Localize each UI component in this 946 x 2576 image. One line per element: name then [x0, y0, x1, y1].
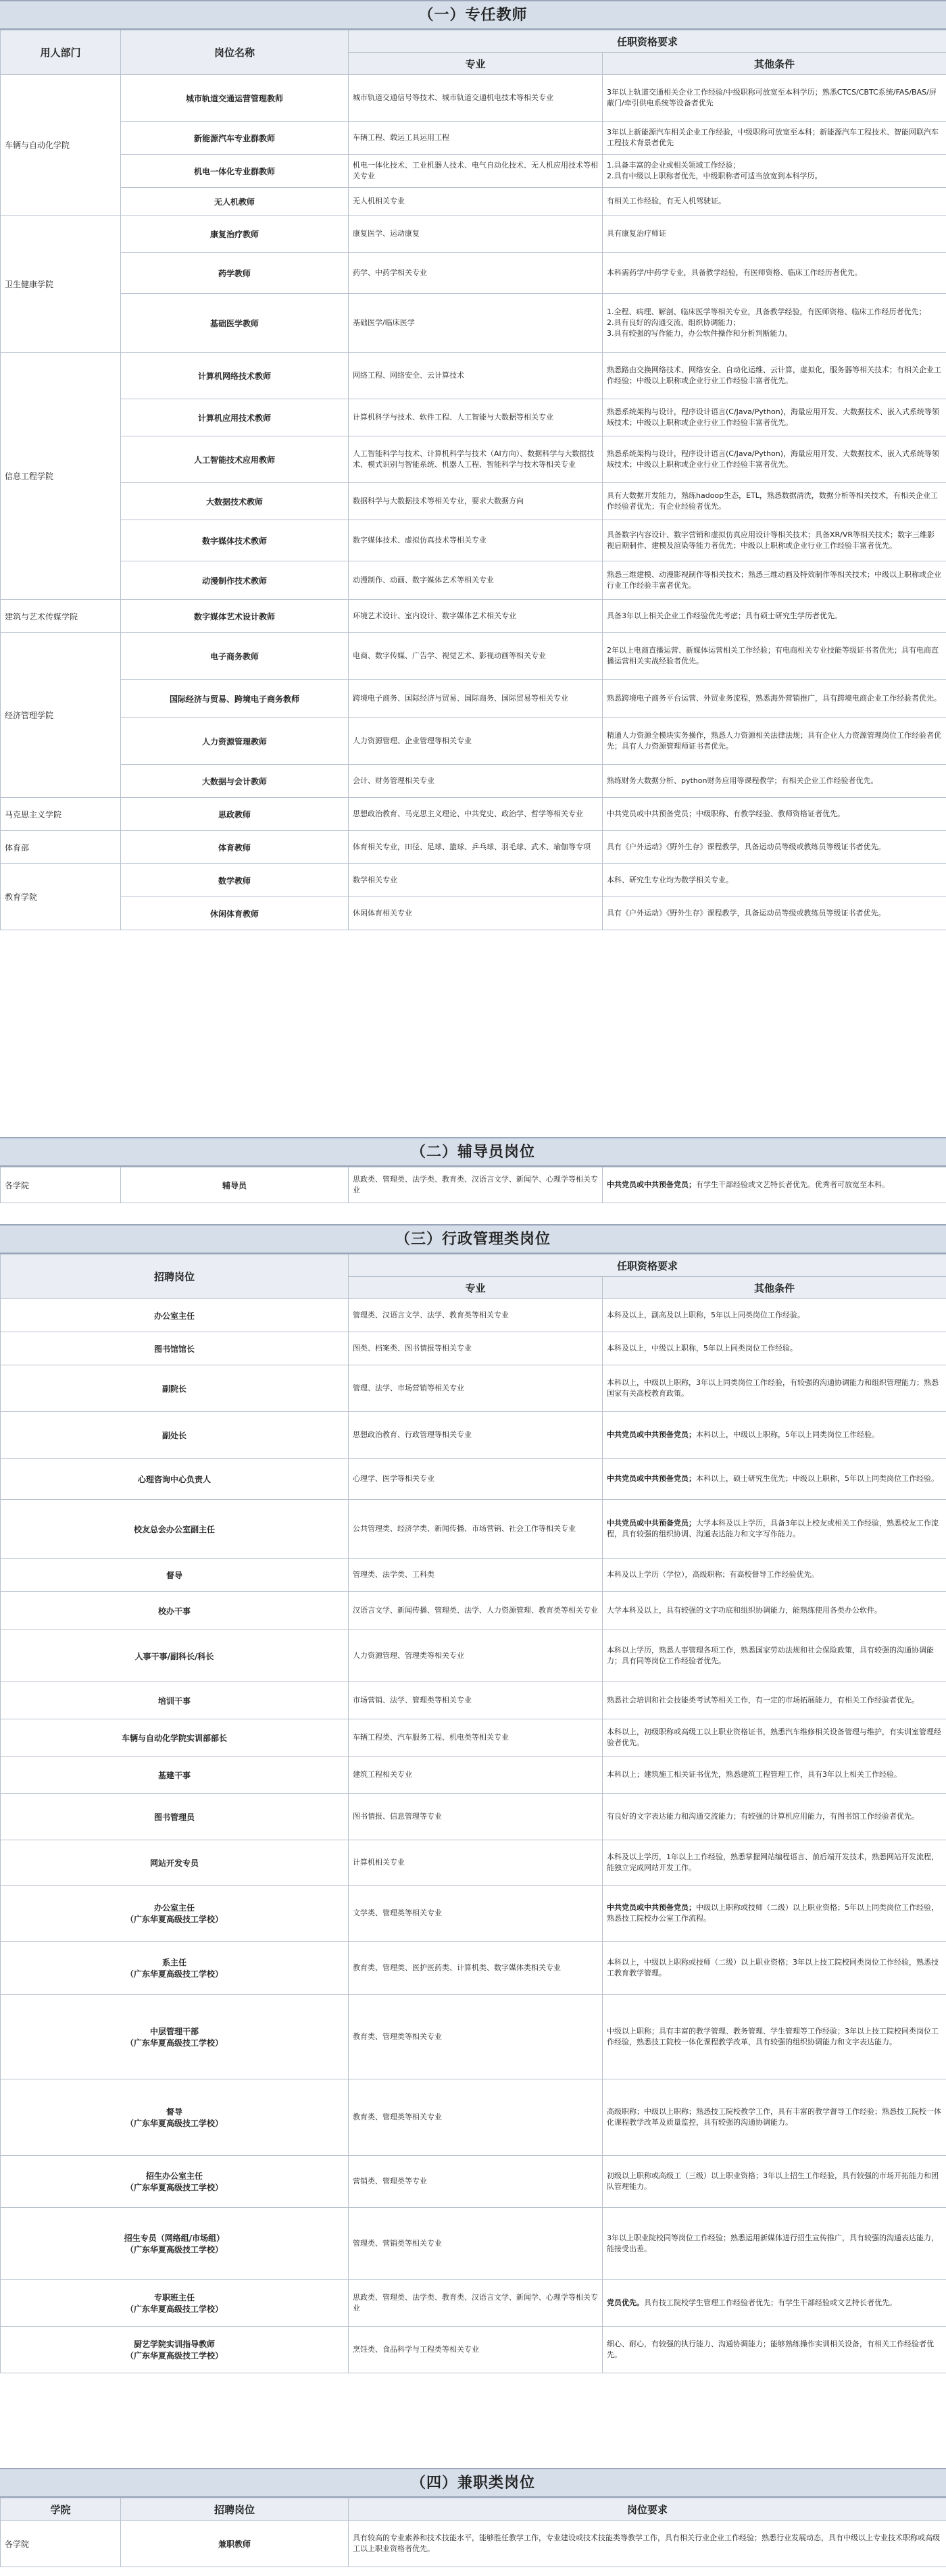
condition-text: 本科及以上学历，1年以上工作经验，熟悉掌握网站编程语言、前后端开发技术，熟悉网站开发流程，能独立完成网站开发工作。	[607, 1852, 939, 1872]
major-cell: 计算机相关专业	[349, 1840, 603, 1886]
condition-cell	[603, 1794, 946, 1840]
major-cell: 思想政治教育、马克思主义理论、中共党史、政治学、哲学等相关专业	[349, 798, 603, 831]
condition-cell: 2年以上电商直播运营、新媒体运营相关工作经验；有电商相关专业技能等级证书者优先；具有电商直播运营相关实战经验者优先。	[603, 633, 946, 680]
position-cell: 办公室主任 （广东华夏高级技工学校）	[1, 1886, 349, 1942]
condition-cell: 3年以上轨道交通相关企业工作经验/中级职称可放宽至本科学历；熟悉CTCS/CBTC系统/FAS/BAS/屏蔽门/牵引供电系统等设备者优先	[603, 75, 946, 122]
header-position: 招聘岗位	[121, 2498, 349, 2521]
condition-cell: 熟悉跨境电子商务平台运营、外贸业务流程，熟悉海外营销推广，具有跨境电商企业工作经验者优先。	[603, 680, 946, 718]
position-cell: 国际经济与贸易、跨境电子商务教师	[121, 680, 349, 718]
teacher-table	[0, 30, 946, 930]
section-title: （二）辅导员岗位	[0, 1137, 946, 1167]
table-row	[1, 1757, 946, 1794]
position-cell: 动漫制作技术教师	[121, 561, 349, 600]
table-row	[1, 1500, 946, 1559]
condition-cell: 有相关工作经验，有无人机驾驶证。	[603, 188, 946, 216]
dept-cell: 各学院	[1, 2521, 121, 2567]
major-cell: 教育类、管理类等相关专业	[349, 1995, 603, 2079]
major-cell: 药学、中药学相关专业	[349, 253, 603, 294]
major-cell: 思政类、管理类、法学类、教育类、汉语言文学、新闻学、心理学等相关专业	[349, 2280, 603, 2327]
table-row	[1, 2280, 946, 2327]
major-cell: 网络工程、网络安全、云计算技术	[349, 353, 603, 399]
table-row	[1, 155, 946, 188]
header-dept: 学院	[1, 2498, 121, 2521]
position-cell: 图书管理员	[1, 1794, 349, 1840]
table-row	[1, 864, 946, 897]
condition-cell: 具备3年以上相关企业工作经验优先考虑；具有硕士研究生学历者优先。	[603, 600, 946, 633]
condition-cell	[603, 1719, 946, 1757]
header-dept: 用人部门	[1, 30, 121, 75]
dept-cell: 各学院	[1, 1167, 121, 1203]
table-row	[1, 1886, 946, 1942]
condition-text: 高级职称；中级以上职称；熟悉技工院校教学工作，具有丰富的教学督导工作经验；熟悉技工院校一体化课程教学改革及质量监控，具有较强的沟通协调能力。	[607, 2107, 941, 2127]
condition-emphasis: 中共党员或中共预备党员；	[607, 1519, 696, 1527]
position-cell: 招生办公室主任 （广东华夏高级技工学校）	[1, 2156, 349, 2208]
table-row	[1, 1412, 946, 1459]
major-cell: 会计、财务管理相关专业	[349, 765, 603, 798]
section-title: （三）行政管理类岗位	[0, 1224, 946, 1254]
section-title: （一）专任教师	[0, 0, 946, 30]
condition-cell	[603, 1365, 946, 1412]
condition-emphasis: 党员优先。	[607, 2298, 644, 2307]
condition-text: 细心、耐心，有较强的执行能力、沟通协调能力；能够熟练操作实训相关设备，有相关工作经验者优先。	[607, 2340, 934, 2359]
condition-cell: 本科需药学/中药学专业，具备教学经验，有医师资格、临床工作经历者优先。	[603, 253, 946, 294]
table-row	[1, 353, 946, 399]
condition-cell: 具备数字内容设计、数字营销和虚拟仿真应用设计等相关技术；具备XR/VR等相关技术；数字三维影视后期制作、建模及渲染等能力者优先；中级以上职称或企业行业工作经验丰富者优先。	[603, 520, 946, 561]
dept-cell: 体育部	[1, 831, 121, 864]
major-cell: 数据科学与大数据技术等相关专业，要求大数据方向	[349, 483, 603, 520]
condition-cell	[603, 1299, 946, 1332]
table-row	[1, 294, 946, 353]
major-cell: 图类、档案类、图书情报等相关专业	[349, 1332, 603, 1365]
condition-cell: 熟悉系统架构与设计，程序设计语言(C/Java/Python)，海量应用开发、大数据技术、嵌入式系统等领域技术；中级以上职称或企业行业工作经验丰富者优先。	[603, 436, 946, 483]
condition-cell: 1.全程、病理、解剖、临床医学等相关专业，具备教学经验，有医师资格、临床工作经历者优先； 2.具有良好的沟通交流、组织协调能力； 3.具有较强的写作能力，办公软件操作和分析判断能力。	[603, 294, 946, 353]
section-parttime	[0, 2468, 946, 2567]
position-cell: 基础医学教师	[121, 294, 349, 353]
table-row	[1, 188, 946, 216]
condition-text: 有学生干部经验或文艺特长者优先。优秀者可放宽至本科。	[696, 1180, 889, 1189]
position-cell: 计算机应用技术教师	[121, 399, 349, 436]
condition-cell: 本科、研究生专业均为数学相关专业。	[603, 864, 946, 897]
condition-cell	[603, 2280, 946, 2327]
table-row	[1, 1630, 946, 1682]
major-cell: 电商、数字传媒、广告学、视觉艺术、影视动画等相关专业	[349, 633, 603, 680]
major-cell: 汉语言文学、新闻传播、管理类、法学、人力资源管理、教育类等相关专业	[349, 1592, 603, 1630]
position-cell: 车辆与自动化学院实训部部长	[1, 1719, 349, 1757]
dept-cell: 马克思主义学院	[1, 798, 121, 831]
condition-cell	[603, 1332, 946, 1365]
section-admin	[0, 1224, 946, 2373]
major-cell: 城市轨道交通信号等技术、城市轨道交通机电技术等相关专业	[349, 75, 603, 122]
condition-cell	[603, 2208, 946, 2280]
condition-cell	[603, 2327, 946, 2373]
position-cell: 人力资源管理教师	[121, 718, 349, 765]
table-row	[1, 1459, 946, 1500]
position-cell: 基建干事	[1, 1757, 349, 1794]
position-cell: 人工智能技术应用教师	[121, 436, 349, 483]
condition-text: 大学本科及以上学历，具备3年以上校友或相关工作经验，熟悉校友工作流程，具有较强的组织协调、沟通表达能力和文字写作能力。	[607, 1519, 939, 1538]
condition-text: 本科以上，中级以上职称，5年以上同类岗位工作经验。	[696, 1430, 879, 1439]
condition-cell	[603, 1592, 946, 1630]
condition-cell: 中共党员或中共预备党员；中级职称、有教学经验、教师资格证者优先。	[603, 798, 946, 831]
condition-text: 3年以上职业院校同等岗位工作经验；熟悉运用新媒体进行招生宣传推广，具有较强的沟通表达能力，能接受出差。	[607, 2233, 939, 2253]
table-row	[1, 1332, 946, 1365]
table-row	[1, 561, 946, 600]
header-other: 其他条件	[603, 53, 946, 75]
major-cell: 人力资源管理、管理类等相关专业	[349, 1630, 603, 1682]
major-cell: 跨境电子商务、国际经济与贸易、国际商务、国际贸易等相关专业	[349, 680, 603, 718]
major-cell: 人工智能科学与技术、计算机科学与技术（AI方向）、数据科学与大数据技术、模式识别与智能系统、机器人工程、智能科学与技术等相关专业	[349, 436, 603, 483]
condition-text: 本科以上，初级职称或高级工以上职业资格证书，熟悉汽车维修相关设备管理与维护，有实训室管理经验者优先。	[607, 1727, 941, 1747]
condition-cell: 具有《户外运动》《野外生存》课程教学，具备运动员等级或教练员等级证书者优先。	[603, 831, 946, 864]
major-cell: 心理学、医学等相关专业	[349, 1459, 603, 1500]
condition-text: 本科以上学历，熟悉人事管理各项工作，熟悉国家劳动法规和社会保险政策，具有较强的沟通协调能力；具有同等岗位工作经验者优先。	[607, 1646, 934, 1665]
condition-text: 熟悉社会培训和社会技能类考试等相关工作，有一定的市场拓展能力，有相关工作经验者优先。	[607, 1696, 919, 1704]
condition-cell	[603, 1886, 946, 1942]
condition-text: 本科及以上，中级以上职称，5年以上同类岗位工作经验。	[607, 1344, 797, 1353]
major-cell: 计算机科学与技术、软件工程、人工智能与大数据等相关专业	[349, 399, 603, 436]
major-cell: 无人机相关专业	[349, 188, 603, 216]
counselor-table	[0, 1167, 946, 1203]
major-cell: 公共管理类、经济学类、新闻传播、市场营销、社会工作等相关专业	[349, 1500, 603, 1559]
section-counselors	[0, 1137, 946, 1203]
position-cell: 心理咨询中心负责人	[1, 1459, 349, 1500]
major-cell: 烹饪类、食品科学与工程类等相关专业	[349, 2327, 603, 2373]
major-cell: 营销类、管理类等专业	[349, 2156, 603, 2208]
position-cell: 数学教师	[121, 864, 349, 897]
major-cell: 车辆工程类、汽车服务工程、机电类等相关专业	[349, 1719, 603, 1757]
position-cell: 药学教师	[121, 253, 349, 294]
position-cell: 副处长	[1, 1412, 349, 1459]
position-cell: 网站开发专员	[1, 1840, 349, 1886]
table-row	[1, 718, 946, 765]
position-cell: 专职班主任 （广东华夏高级技工学校）	[1, 2280, 349, 2327]
condition-cell: 1.具备丰富的企业或相关领域工作经验； 2.具有中级以上职称者优先，中级职称者可适当放宽到本科学历。	[603, 155, 946, 188]
major-cell: 车辆工程、载运工具运用工程	[349, 122, 603, 155]
condition-cell: 熟悉三维建模、动漫影视制作等相关技术；熟悉三维动画及特效制作等相关技术；中级以上职称或企业行业工作经验丰富者优先。	[603, 561, 946, 600]
table-row	[1, 1592, 946, 1630]
table-row	[1, 1840, 946, 1886]
dept-cell: 教育学院	[1, 864, 121, 930]
table-row	[1, 1299, 946, 1332]
table-row	[1, 483, 946, 520]
condition-cell	[603, 1412, 946, 1459]
position-cell: 副院长	[1, 1365, 349, 1412]
table-row	[1, 253, 946, 294]
major-cell: 文学类、管理类等相关专业	[349, 1886, 603, 1942]
major-cell: 教育类、管理类等相关专业	[349, 2079, 603, 2156]
condition-cell	[603, 2156, 946, 2208]
condition-text: 具有技工院校学生管理工作经验者优先；有学生干部经验或文艺特长者优先。	[644, 2298, 897, 2307]
header-major: 专业	[349, 53, 603, 75]
position-cell: 电子商务教师	[121, 633, 349, 680]
condition-text: 中级以上职称或技师（二级）以上职业资格；5年以上同类岗位工作经验，熟悉技工院校办公室工作流程。	[607, 1903, 939, 1923]
major-cell: 管理类、法学类、工科类	[349, 1559, 603, 1592]
position-cell: 中层管理干部 （广东华夏高级技工学校）	[1, 1995, 349, 2079]
condition-text: 本科及以上，副高及以上职称，5年以上同类岗位工作经验。	[607, 1311, 805, 1319]
position-cell: 休闲体育教师	[121, 897, 349, 930]
condition-text: 本科以上；建筑施工相关证书优先，熟悉建筑工程管理工作，具有3年以上相关工作经验。	[607, 1770, 901, 1779]
section-title: （四）兼职类岗位	[0, 2468, 946, 2498]
major-cell: 环境艺术设计、室内设计、数字媒体艺术相关专业	[349, 600, 603, 633]
position-cell: 机电一体化专业群教师	[121, 155, 349, 188]
major-cell: 机电一体化技术、工业机器人技术、电气自动化技术、无人机应用技术等相关专业	[349, 155, 603, 188]
position-cell: 图书馆馆长	[1, 1332, 349, 1365]
header-major: 专业	[349, 1277, 603, 1299]
position-cell: 数字媒体艺术设计教师	[121, 600, 349, 633]
condition-cell	[603, 1942, 946, 1995]
position-cell: 数字媒体技术教师	[121, 520, 349, 561]
condition-cell: 熟悉路由交换网络技术、网络安全、自动化运维、云计算，虚拟化，服务器等相关技术；有相关企业工作经验；中级以上职称或企业行业工作经验丰富者优先。	[603, 353, 946, 399]
condition-cell	[603, 1167, 946, 1203]
table-row	[1, 216, 946, 253]
condition-text: 大学本科及以上，具有较强的文字功底和组织协调能力，能熟练使用各类办公软件。	[607, 1606, 882, 1615]
table-row	[1, 1942, 946, 1995]
table-row	[1, 2327, 946, 2373]
admin-table	[0, 1254, 946, 2373]
condition-cell: 精通人力资源全模块实务操作，熟悉人力资源相关法律法规；具有企业人力资源管理岗位工作经验者优先；具有人力资源管理师证书者优先。	[603, 718, 946, 765]
condition-cell: 具有较高的专业素养和技术技能水平，能够胜任教学工作，专业建设或技术技能类等教学工作，具有相关行业企业工作经验；熟悉行业发展动态，具有中级以上专业技术职称或高级工以上职业资格者优先。	[349, 2521, 946, 2567]
table-row	[1, 436, 946, 483]
table-row	[1, 1719, 946, 1757]
condition-cell	[603, 1459, 946, 1500]
position-cell: 思政教师	[121, 798, 349, 831]
major-cell: 休闲体育相关专业	[349, 897, 603, 930]
section-teachers	[0, 0, 946, 930]
condition-text: 有良好的文字表达能力和沟通交流能力；有较强的计算机应用能力，有图书馆工作经验者优先。	[607, 1812, 919, 1821]
dept-cell: 车辆与自动化学院	[1, 75, 121, 216]
condition-text: 本科以上，中级以上职称或技师（二级）以上职业资格；3年以上技工院校同类岗位工作经验，熟悉技工教育教学管理。	[607, 1958, 939, 1977]
table-row	[1, 765, 946, 798]
condition-emphasis: 中共党员或中共预备党员；	[607, 1180, 696, 1189]
table-row	[1, 1365, 946, 1412]
table-row	[1, 122, 946, 155]
table-row	[1, 897, 946, 930]
position-cell: 无人机教师	[121, 188, 349, 216]
condition-text: 初级以上职称或高级工（三级）以上职业资格；3年以上招生工作经验，具有较强的市场开拓能力和团队管理能力。	[607, 2171, 939, 2191]
position-cell: 新能源汽车专业群教师	[121, 122, 349, 155]
major-cell: 人力资源管理、企业管理等相关专业	[349, 718, 603, 765]
dept-cell: 经济管理学院	[1, 633, 121, 798]
major-cell: 教育类、管理类、医护医药类、计算机类、数字媒体类相关专业	[349, 1942, 603, 1995]
header-requirements: 任职资格要求	[349, 30, 946, 53]
table-row	[1, 399, 946, 436]
condition-emphasis: 中共党员或中共预备党员；	[607, 1430, 696, 1439]
position-cell: 系主任 （广东华夏高级技工学校）	[1, 1942, 349, 1995]
position-cell: 人事干事/副科长/科长	[1, 1630, 349, 1682]
condition-text: 本科以上，中级以上职称，3年以上同类岗位工作经验，有较强的沟通协调能力和组织管理能力；熟悉国家有关高校教育政策。	[607, 1378, 939, 1398]
condition-cell: 熟练财务大数据分析、python财务应用等课程教学；有相关企业工作经验者优先。	[603, 765, 946, 798]
table-row	[1, 1167, 946, 1203]
condition-text: 本科及以上学历（学位），高级职称；有高校督导工作经验优先。	[607, 1570, 819, 1579]
major-cell: 思政类、管理类、法学类、教育类、汉语言文学、新闻学、心理学等相关专业	[349, 1167, 603, 1203]
dept-cell: 建筑与艺术传媒学院	[1, 600, 121, 633]
table-row	[1, 2208, 946, 2280]
dept-cell: 信息工程学院	[1, 353, 121, 600]
position-cell: 大数据技术教师	[121, 483, 349, 520]
major-cell: 管理、法学、市场营销等相关专业	[349, 1365, 603, 1412]
table-row	[1, 1559, 946, 1592]
condition-cell: 具有《户外运动》《野外生存》课程教学，具备运动员等级或教练员等级证书者优先。	[603, 897, 946, 930]
position-cell: 兼职教师	[121, 2521, 349, 2567]
table-row	[1, 2156, 946, 2208]
table-row	[1, 75, 946, 122]
condition-cell	[603, 1630, 946, 1682]
table-row	[1, 633, 946, 680]
table-row	[1, 798, 946, 831]
position-cell: 培训干事	[1, 1682, 349, 1719]
condition-text: 中级以上职称；具有丰富的教学管理、教务管理、学生管理等工作经验；3年以上技工院校同类岗位工作经验，熟悉技工院校一体化课程教学改革，具有较强的组织协调能力和文字表达能力。	[607, 2027, 939, 2046]
major-cell: 思想政治教育、行政管理等相关专业	[349, 1412, 603, 1459]
condition-cell: 熟悉系统架构与设计，程序设计语言(C/Java/Python)，海量应用开发、大数据技术、嵌入式系统等领域技术；中级以上职称或企业行业工作经验丰富者优先。	[603, 399, 946, 436]
position-cell: 厨艺学院实训指导教师 （广东华夏高级技工学校）	[1, 2327, 349, 2373]
position-cell: 辅导员	[121, 1167, 349, 1203]
header-other: 其他条件	[603, 1277, 946, 1299]
table-row	[1, 2521, 946, 2567]
condition-emphasis: 中共党员或中共预备党员；	[607, 1474, 696, 1483]
position-cell: 招生专员（网络组/市场组） （广东华夏高级技工学校）	[1, 2208, 349, 2280]
position-cell: 办公室主任	[1, 1299, 349, 1332]
condition-cell: 具有康复治疗师证	[603, 216, 946, 253]
major-cell: 基础医学/临床医学	[349, 294, 603, 353]
header-position: 招聘岗位	[1, 1255, 349, 1299]
major-cell: 康复医学、运动康复	[349, 216, 603, 253]
position-cell: 督导 （广东华夏高级技工学校）	[1, 2079, 349, 2156]
major-cell: 动漫制作、动画、数字媒体艺术等相关专业	[349, 561, 603, 600]
condition-cell: 具有大数据开发能力，熟练hadoop生态，ETL，熟悉数据清洗，数据分析等相关技术，有相关企业工作经验者优先；有企业经验者优先。	[603, 483, 946, 520]
table-row	[1, 1794, 946, 1840]
position-cell: 大数据与会计教师	[121, 765, 349, 798]
condition-text: 本科以上，硕士研究生优先；中级以上职称，5年以上同类岗位工作经验。	[696, 1474, 939, 1483]
major-cell: 建筑工程相关专业	[349, 1757, 603, 1794]
table-row	[1, 600, 946, 633]
header-requirements: 任职资格要求	[349, 1255, 946, 1277]
condition-cell	[603, 1840, 946, 1886]
table-row	[1, 1682, 946, 1719]
condition-cell	[603, 1682, 946, 1719]
table-row	[1, 2079, 946, 2156]
table-row	[1, 1995, 946, 2079]
condition-emphasis: 中共党员或中共预备党员；	[607, 1903, 696, 1912]
condition-cell	[603, 1559, 946, 1592]
position-cell: 计算机网络技术教师	[121, 353, 349, 399]
major-cell: 管理类、营销类等相关专业	[349, 2208, 603, 2280]
major-cell: 数字媒体技术、虚拟仿真技术等相关专业	[349, 520, 603, 561]
parttime-table	[0, 2498, 946, 2567]
position-cell: 督导	[1, 1559, 349, 1592]
position-cell: 康复治疗教师	[121, 216, 349, 253]
major-cell: 体育相关专业，田径、足球、篮球、乒乓球、羽毛球、武术、瑜伽等专项	[349, 831, 603, 864]
major-cell: 数学相关专业	[349, 864, 603, 897]
table-row	[1, 831, 946, 864]
condition-cell	[603, 2079, 946, 2156]
condition-cell	[603, 1757, 946, 1794]
condition-cell: 3年以上新能源汽车相关企业工作经验，中级职称可放宽至本科；新能源汽车工程技术、智能网联汽车工程技术背景者优先	[603, 122, 946, 155]
position-cell: 校友总会办公室副主任	[1, 1500, 349, 1559]
position-cell: 体育教师	[121, 831, 349, 864]
major-cell: 管理类、汉语言文学、法学、教育类等相关专业	[349, 1299, 603, 1332]
header-requirements: 岗位要求	[349, 2498, 946, 2521]
dept-cell: 卫生健康学院	[1, 216, 121, 353]
header-position: 岗位名称	[121, 30, 349, 75]
major-cell: 市场营销、法学、管理类等相关专业	[349, 1682, 603, 1719]
position-cell: 城市轨道交通运营管理教师	[121, 75, 349, 122]
table-row	[1, 680, 946, 718]
condition-cell	[603, 1500, 946, 1559]
condition-cell	[603, 1995, 946, 2079]
major-cell: 图书情报、信息管理等专业	[349, 1794, 603, 1840]
position-cell: 校办干事	[1, 1592, 349, 1630]
table-row	[1, 520, 946, 561]
